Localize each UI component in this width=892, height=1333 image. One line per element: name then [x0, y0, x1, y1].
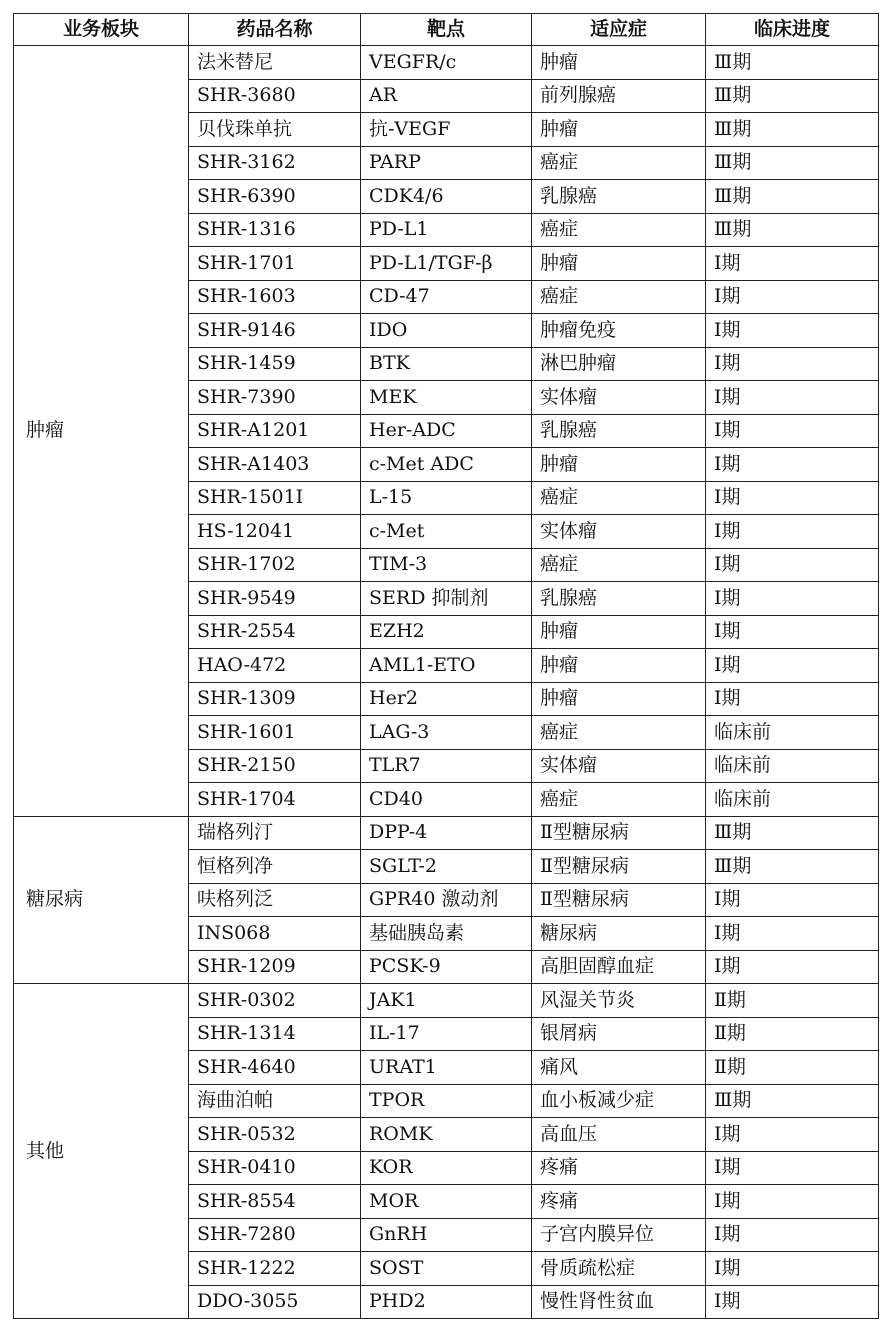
target-cell: PD-L1/TGF-β [361, 247, 532, 281]
drug-name-cell: SHR-1501I [189, 481, 361, 515]
target-cell: MEK [361, 381, 532, 415]
indication-cell: 癌症 [532, 481, 706, 515]
drug-name-cell: 瑞格列汀 [189, 816, 361, 850]
clinical-stage-cell: Ⅰ期 [706, 1118, 879, 1152]
target-cell: EZH2 [361, 615, 532, 649]
target-cell: TIM-3 [361, 548, 532, 582]
drug-name-cell: SHR-4640 [189, 1051, 361, 1085]
clinical-stage-cell: Ⅰ期 [706, 649, 879, 683]
target-cell: TPOR [361, 1084, 532, 1118]
indication-cell: Ⅱ型糖尿病 [532, 883, 706, 917]
indication-cell: 疼痛 [532, 1185, 706, 1219]
drug-name-cell: SHR-1309 [189, 682, 361, 716]
indication-cell: 乳腺癌 [532, 180, 706, 214]
clinical-stage-cell: Ⅰ期 [706, 314, 879, 348]
indication-cell: 肿瘤 [532, 615, 706, 649]
header-sector: 业务板块 [14, 14, 189, 46]
drug-name-cell: 贝伐珠单抗 [189, 113, 361, 147]
clinical-stage-cell: Ⅰ期 [706, 1252, 879, 1286]
indication-cell: 骨质疏松症 [532, 1252, 706, 1286]
target-cell: TLR7 [361, 749, 532, 783]
indication-cell: 癌症 [532, 280, 706, 314]
clinical-stage-cell: Ⅰ期 [706, 1151, 879, 1185]
target-cell: IL-17 [361, 1017, 532, 1051]
clinical-stage-cell: Ⅱ期 [706, 984, 879, 1018]
target-cell: CDK4/6 [361, 180, 532, 214]
clinical-stage-cell: Ⅰ期 [706, 448, 879, 482]
indication-cell: 癌症 [532, 146, 706, 180]
indication-cell: 疼痛 [532, 1151, 706, 1185]
indication-cell: Ⅱ型糖尿病 [532, 816, 706, 850]
drug-name-cell: SHR-1209 [189, 950, 361, 984]
indication-cell: 子宫内膜异位 [532, 1218, 706, 1252]
target-cell: AR [361, 79, 532, 113]
clinical-stage-cell: Ⅲ期 [706, 213, 879, 247]
clinical-stage-cell: Ⅰ期 [706, 280, 879, 314]
drug-name-cell: SHR-1222 [189, 1252, 361, 1286]
drug-name-cell: SHR-0410 [189, 1151, 361, 1185]
target-cell: SOST [361, 1252, 532, 1286]
indication-cell: 癌症 [532, 548, 706, 582]
target-cell: PHD2 [361, 1285, 532, 1319]
target-cell: IDO [361, 314, 532, 348]
drug-name-cell: SHR-1459 [189, 347, 361, 381]
clinical-stage-cell: Ⅲ期 [706, 850, 879, 884]
sector-cell: 肿瘤 [14, 46, 189, 817]
drug-name-cell: SHR-6390 [189, 180, 361, 214]
clinical-stage-cell: Ⅲ期 [706, 816, 879, 850]
clinical-stage-cell: Ⅰ期 [706, 615, 879, 649]
drug-name-cell: SHR-2554 [189, 615, 361, 649]
target-cell: 抗-VEGF [361, 113, 532, 147]
drug-name-cell: SHR-3680 [189, 79, 361, 113]
clinical-stage-cell: Ⅰ期 [706, 548, 879, 582]
drug-name-cell: SHR-A1201 [189, 414, 361, 448]
drug-name-cell: SHR-8554 [189, 1185, 361, 1219]
target-cell: c-Met [361, 515, 532, 549]
target-cell: GnRH [361, 1218, 532, 1252]
drug-name-cell: SHR-1704 [189, 783, 361, 817]
drug-name-cell: SHR-1316 [189, 213, 361, 247]
clinical-stage-cell: Ⅰ期 [706, 682, 879, 716]
target-cell: LAG-3 [361, 716, 532, 750]
clinical-stage-cell: Ⅱ期 [706, 1051, 879, 1085]
header-row [14, 14, 879, 46]
drug-name-cell: HAO-472 [189, 649, 361, 683]
target-cell: 基础胰岛素 [361, 917, 532, 951]
target-cell: PD-L1 [361, 213, 532, 247]
target-cell: PARP [361, 146, 532, 180]
indication-cell: 实体瘤 [532, 381, 706, 415]
clinical-stage-cell: Ⅰ期 [706, 414, 879, 448]
clinical-stage-cell: Ⅰ期 [706, 883, 879, 917]
clinical-stage-cell: Ⅱ期 [706, 1017, 879, 1051]
clinical-stage-cell: Ⅰ期 [706, 1218, 879, 1252]
drug-pipeline-table [13, 13, 879, 1319]
clinical-stage-cell: Ⅲ期 [706, 79, 879, 113]
indication-cell: Ⅱ型糖尿病 [532, 850, 706, 884]
header-clinical-stage: 临床进度 [706, 14, 879, 46]
indication-cell: 肿瘤 [532, 113, 706, 147]
target-cell: KOR [361, 1151, 532, 1185]
table-row [14, 816, 879, 850]
drug-name-cell: SHR-A1403 [189, 448, 361, 482]
header-indication: 适应症 [532, 14, 706, 46]
indication-cell: 高胆固醇血症 [532, 950, 706, 984]
drug-name-cell: SHR-1314 [189, 1017, 361, 1051]
indication-cell: 银屑病 [532, 1017, 706, 1051]
drug-name-cell: SHR-3162 [189, 146, 361, 180]
clinical-stage-cell: 临床前 [706, 783, 879, 817]
target-cell: AML1-ETO [361, 649, 532, 683]
indication-cell: 癌症 [532, 783, 706, 817]
indication-cell: 前列腺癌 [532, 79, 706, 113]
indication-cell: 慢性肾性贫血 [532, 1285, 706, 1319]
drug-name-cell: SHR-7390 [189, 381, 361, 415]
target-cell: SERD 抑制剂 [361, 582, 532, 616]
indication-cell: 高血压 [532, 1118, 706, 1152]
clinical-stage-cell: Ⅰ期 [706, 917, 879, 951]
drug-name-cell: 呋格列泛 [189, 883, 361, 917]
drug-name-cell: 法米替尼 [189, 46, 361, 80]
clinical-stage-cell: Ⅰ期 [706, 1185, 879, 1219]
indication-cell: 血小板减少症 [532, 1084, 706, 1118]
clinical-stage-cell: Ⅰ期 [706, 950, 879, 984]
indication-cell: 实体瘤 [532, 749, 706, 783]
drug-name-cell: DDO-3055 [189, 1285, 361, 1319]
target-cell: Her-ADC [361, 414, 532, 448]
indication-cell: 糖尿病 [532, 917, 706, 951]
indication-cell: 癌症 [532, 213, 706, 247]
clinical-stage-cell: Ⅰ期 [706, 515, 879, 549]
table-row [14, 46, 879, 80]
drug-name-cell: HS-12041 [189, 515, 361, 549]
drug-name-cell: SHR-0302 [189, 984, 361, 1018]
target-cell: CD-47 [361, 280, 532, 314]
table-row [14, 984, 879, 1018]
target-cell: VEGFR/c [361, 46, 532, 80]
drug-name-cell: 海曲泊帕 [189, 1084, 361, 1118]
indication-cell: 淋巴肿瘤 [532, 347, 706, 381]
indication-cell: 肿瘤 [532, 649, 706, 683]
indication-cell: 实体瘤 [532, 515, 706, 549]
target-cell: c-Met ADC [361, 448, 532, 482]
clinical-stage-cell: 临床前 [706, 749, 879, 783]
clinical-stage-cell: Ⅲ期 [706, 180, 879, 214]
target-cell: L-15 [361, 481, 532, 515]
indication-cell: 乳腺癌 [532, 414, 706, 448]
target-cell: CD40 [361, 783, 532, 817]
target-cell: PCSK-9 [361, 950, 532, 984]
clinical-stage-cell: Ⅲ期 [706, 113, 879, 147]
clinical-stage-cell: Ⅲ期 [706, 1084, 879, 1118]
drug-name-cell: SHR-0532 [189, 1118, 361, 1152]
drug-name-cell: SHR-2150 [189, 749, 361, 783]
drug-name-cell: INS068 [189, 917, 361, 951]
target-cell: GPR40 激动剂 [361, 883, 532, 917]
indication-cell: 肿瘤 [532, 247, 706, 281]
sector-cell: 糖尿病 [14, 816, 189, 984]
drug-name-cell: SHR-1701 [189, 247, 361, 281]
clinical-stage-cell: Ⅲ期 [706, 46, 879, 80]
indication-cell: 乳腺癌 [532, 582, 706, 616]
indication-cell: 风湿关节炎 [532, 984, 706, 1018]
indication-cell: 肿瘤 [532, 46, 706, 80]
target-cell: SGLT-2 [361, 850, 532, 884]
clinical-stage-cell: Ⅰ期 [706, 347, 879, 381]
clinical-stage-cell: Ⅰ期 [706, 381, 879, 415]
drug-name-cell: SHR-1603 [189, 280, 361, 314]
drug-name-cell: SHR-1702 [189, 548, 361, 582]
indication-cell: 痛风 [532, 1051, 706, 1085]
drug-name-cell: SHR-9549 [189, 582, 361, 616]
clinical-stage-cell: Ⅰ期 [706, 582, 879, 616]
table-body [14, 46, 879, 1319]
header-target: 靶点 [361, 14, 532, 46]
target-cell: DPP-4 [361, 816, 532, 850]
clinical-stage-cell: Ⅰ期 [706, 481, 879, 515]
clinical-stage-cell: 临床前 [706, 716, 879, 750]
header-drug-name: 药品名称 [189, 14, 361, 46]
sector-cell: 其他 [14, 984, 189, 1319]
indication-cell: 肿瘤免疫 [532, 314, 706, 348]
clinical-stage-cell: Ⅰ期 [706, 247, 879, 281]
target-cell: JAK1 [361, 984, 532, 1018]
indication-cell: 癌症 [532, 716, 706, 750]
drug-name-cell: SHR-9146 [189, 314, 361, 348]
clinical-stage-cell: Ⅲ期 [706, 146, 879, 180]
clinical-stage-cell: Ⅰ期 [706, 1285, 879, 1319]
target-cell: MOR [361, 1185, 532, 1219]
drug-name-cell: SHR-1601 [189, 716, 361, 750]
target-cell: BTK [361, 347, 532, 381]
drug-name-cell: 恒格列净 [189, 850, 361, 884]
target-cell: URAT1 [361, 1051, 532, 1085]
target-cell: ROMK [361, 1118, 532, 1152]
target-cell: Her2 [361, 682, 532, 716]
indication-cell: 肿瘤 [532, 682, 706, 716]
indication-cell: 肿瘤 [532, 448, 706, 482]
drug-name-cell: SHR-7280 [189, 1218, 361, 1252]
